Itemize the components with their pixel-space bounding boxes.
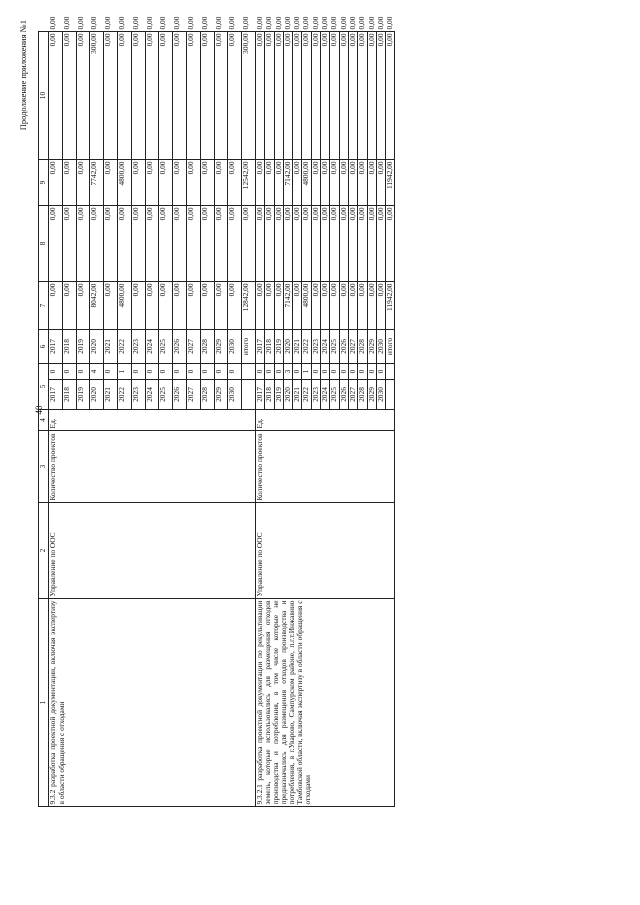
funding-col7: 0,00: [367, 205, 376, 281]
indicator-value: 0: [131, 363, 145, 379]
indicator-year: 2020: [90, 380, 104, 410]
table-row: итого 12842,00 0,00 12542,00 300,00 0,00: [242, 31, 256, 806]
funding-col7: 0,00: [283, 205, 292, 281]
table-row: 2030 0 2030 0,00 0,00 0,00 0,00 0,00: [376, 31, 385, 806]
table-row: 2022 1 2022 4800,00 0,00 4800,00 0,00 0,00: [117, 31, 131, 806]
funding-col8: 12542,00: [242, 159, 256, 205]
table-row: 2027 0 2027 0,00 0,00 0,00 0,00 0,00: [186, 31, 200, 806]
funding-year: 2027: [348, 329, 357, 363]
indicator-value: 0: [228, 363, 242, 379]
indicator-cell: Количество проектов: [255, 431, 394, 503]
funding-col8: 0,00: [145, 159, 159, 205]
funding-col7: 0,00: [330, 205, 339, 281]
table-row: 2026 0 2026 0,00 0,00 0,00 0,00 0,00: [339, 31, 348, 806]
funding-col9: 0,00: [76, 31, 90, 159]
funding-col8: 0,00: [376, 159, 385, 205]
unit-cell: Ед.: [49, 410, 256, 431]
funding-total: 0,00: [293, 281, 302, 329]
table-row: 2025 0 2025 0,00 0,00 0,00 0,00 0,00: [159, 31, 173, 806]
funding-col8: 4800,00: [117, 159, 131, 205]
indicator-year: 2018: [62, 380, 76, 410]
funding-col8: 0,00: [293, 159, 302, 205]
table-row: 2018 0 2018 0,00 0,00 0,00 0,00 0,00: [265, 31, 274, 806]
indicator-value: 0: [49, 363, 63, 379]
funding-col7: 0,00: [76, 205, 90, 281]
funding-col9: 0,00: [330, 31, 339, 159]
indicator-year: [242, 380, 256, 410]
indicator-value: 1: [117, 363, 131, 379]
funding-col9: 0,00: [159, 31, 173, 159]
funding-total: 0,00: [200, 281, 214, 329]
indicator-year: 2030: [376, 380, 385, 410]
table-row: 2024 0 2024 0,00 0,00 0,00 0,00 0,00: [321, 31, 330, 806]
table-row: 2020 4 2020 8042,00 0,00 7742,00 300,00 0,00: [90, 31, 104, 806]
funding-year: 2021: [293, 329, 302, 363]
funding-year: 2023: [311, 329, 320, 363]
funding-year: 2026: [173, 329, 187, 363]
funding-col7: 0,00: [339, 205, 348, 281]
funding-year: 2022: [117, 329, 131, 363]
funding-col9: 0,00: [302, 31, 311, 159]
funding-col9: 0,00: [339, 31, 348, 159]
funding-col8: 0,00: [104, 159, 118, 205]
table-row: 2020 3 2020 7142,00 0,00 7142,00 0,00 0,00: [283, 31, 292, 806]
funding-col9: 300,00: [242, 31, 256, 159]
funding-total: 0,00: [376, 281, 385, 329]
funding-total: 0,00: [49, 281, 63, 329]
funding-year: 2025: [330, 329, 339, 363]
funding-year: итого: [386, 329, 395, 363]
funding-year: 2026: [339, 329, 348, 363]
indicator-value: 0: [200, 363, 214, 379]
funding-col8: 0,00: [228, 159, 242, 205]
funding-col7: 0,00: [117, 205, 131, 281]
funding-col7: 0,00: [173, 205, 187, 281]
indicator-value: 0: [330, 363, 339, 379]
funding-total: 0,00: [265, 281, 274, 329]
funding-col9: 0,00: [358, 31, 367, 159]
funding-col7: 0,00: [159, 205, 173, 281]
indicator-year: 2027: [186, 380, 200, 410]
indicator-value: 0: [186, 363, 200, 379]
table-row: 2028 0 2028 0,00 0,00 0,00 0,00 0,00: [200, 31, 214, 806]
funding-col7: 0,00: [242, 205, 256, 281]
indicator-year: 2019: [76, 380, 90, 410]
funding-col7: 0,00: [302, 205, 311, 281]
funding-col8: 4800,00: [302, 159, 311, 205]
indicator-value: 0: [274, 363, 283, 379]
funding-col9: 0,00: [321, 31, 330, 159]
funding-total: 4800,00: [302, 281, 311, 329]
indicator-value: 0: [348, 363, 357, 379]
indicator-year: 2017: [255, 380, 264, 410]
funding-col8: 7742,00: [90, 159, 104, 205]
indicator-year: 2023: [131, 380, 145, 410]
table-row: 2018 0 2018 0,00 0,00 0,00 0,00 0,00: [62, 31, 76, 806]
funding-total: 0,00: [339, 281, 348, 329]
funding-col8: 0,00: [200, 159, 214, 205]
funding-total: 0,00: [330, 281, 339, 329]
indicator-value: 0: [214, 363, 228, 379]
funding-total: 0,00: [131, 281, 145, 329]
funding-col9: 0,00: [173, 31, 187, 159]
indicator-year: 2018: [265, 380, 274, 410]
funding-col7: 0,00: [376, 205, 385, 281]
funding-col7: 0,00: [274, 205, 283, 281]
funding-col9: 0,00: [348, 31, 357, 159]
funding-col8: 0,00: [274, 159, 283, 205]
table-row: 2025 0 2025 0,00 0,00 0,00 0,00 0,00: [330, 31, 339, 806]
funding-col8: 0,00: [76, 159, 90, 205]
funding-col8: 0,00: [311, 159, 320, 205]
funding-total: 0,00: [186, 281, 200, 329]
table-row: итого 11942,00 0,00 11942,00 0,00 0,00: [386, 31, 395, 806]
table-row: 2019 0 2019 0,00 0,00 0,00 0,00 0,00: [76, 31, 90, 806]
indicator-value: 0: [293, 363, 302, 379]
col-header-10: 10: [39, 31, 49, 159]
indicator-year: 2028: [200, 380, 214, 410]
funding-col7: 0,00: [131, 205, 145, 281]
table-row: 2023 0 2023 0,00 0,00 0,00 0,00 0,00: [311, 31, 320, 806]
indicator-year: 2021: [104, 380, 118, 410]
indicator-year: 2024: [321, 380, 330, 410]
table-row: 9.3.2.1 разработка проектной документации по рекультивации земель, которые использовались для размещения отходов производства и потребления, в том числе которые не предназначались для размещения отходов производства и потребления, в г.Уварово, Сампурском районе, п.г.т.Инжавино Тамбовской области, включая экспертизу в области обращения с отходами Управление по ООС Количество проектов Ед. 2017 0 2017 0,00 0,00 0,00 0,00 0,00: [255, 31, 264, 806]
funding-col8: 0,00: [358, 159, 367, 205]
table-row: 2026 0 2026 0,00 0,00 0,00 0,00 0,00: [173, 31, 187, 806]
funding-col8: 0,00: [173, 159, 187, 205]
indicator-value: 0: [145, 363, 159, 379]
indicator-value: 0: [367, 363, 376, 379]
funding-total: 0,00: [348, 281, 357, 329]
funding-year: 2018: [62, 329, 76, 363]
funding-total: 12842,00: [242, 281, 256, 329]
column-number-row: [39, 31, 49, 806]
funding-col9: 0,00: [145, 31, 159, 159]
col-header-1: 1: [39, 599, 49, 807]
indicator-year: 2024: [145, 380, 159, 410]
funding-total: 0,00: [159, 281, 173, 329]
funding-total: 11942,00: [386, 281, 395, 329]
funding-col8: 0,00: [348, 159, 357, 205]
table-row: 2023 0 2023 0,00 0,00 0,00 0,00 0,00: [131, 31, 145, 806]
funding-year: 2025: [159, 329, 173, 363]
funding-col9: 0,00: [274, 31, 283, 159]
funding-col8: 7142,00: [283, 159, 292, 205]
activity-name: 9.3.2 разработка проектной документации, включая экспертизу в области обращения с отходами: [49, 599, 256, 807]
funding-year: итого: [242, 329, 256, 363]
indicator-value: 3: [283, 363, 292, 379]
funding-col7: 0,00: [62, 205, 76, 281]
funding-col8: 0,00: [49, 159, 63, 205]
funding-col8: 0,00: [321, 159, 330, 205]
funding-total: 0,00: [255, 281, 264, 329]
indicator-value: 0: [339, 363, 348, 379]
executor-cell: Управление по ООС: [49, 503, 256, 599]
funding-col9: 0,00: [62, 31, 76, 159]
funding-total: 4800,00: [117, 281, 131, 329]
executor-cell: Управление по ООС: [255, 503, 394, 599]
indicator-year: 2023: [311, 380, 320, 410]
funding-col9: 0,00: [228, 31, 242, 159]
appendix-label: Продолжение приложения №1: [18, 20, 28, 131]
indicator-year: 2021: [293, 380, 302, 410]
col-header-2: 2: [39, 503, 49, 599]
funding-col8: 0,00: [62, 159, 76, 205]
indicator-value: 0: [358, 363, 367, 379]
col-header-3: 3: [39, 431, 49, 503]
unit-cell: Ед.: [255, 410, 394, 431]
funding-year: 2017: [49, 329, 63, 363]
indicator-value: 0: [255, 363, 264, 379]
funding-total: 0,00: [311, 281, 320, 329]
activity-name: 9.3.2.1 разработка проектной документации по рекультивации земель, которые использовались для размещения отходов производства и потребления, в том числе которые не предназначались для размещения отходов производства и потребления, в г.Уварово, Сампурском районе, п.г.т.Инжавино Тамбовской области, включая экспертизу в области обращения с отходами: [255, 599, 394, 807]
funding-col9: 0,00: [131, 31, 145, 159]
funding-col7: 0,00: [265, 205, 274, 281]
funding-total: 0,00: [214, 281, 228, 329]
funding-col9: 0,00: [311, 31, 320, 159]
funding-col9: 0,00: [283, 31, 292, 159]
funding-col8: 0,00: [339, 159, 348, 205]
funding-total: 7142,00: [283, 281, 292, 329]
funding-col8: 0,00: [265, 159, 274, 205]
funding-col7: 0,00: [358, 205, 367, 281]
funding-year: 2021: [104, 329, 118, 363]
table-row: 2030 0 2030 0,00 0,00 0,00 0,00 0,00: [228, 31, 242, 806]
funding-col7: 0,00: [255, 205, 264, 281]
indicator-year: 2026: [173, 380, 187, 410]
funding-total: 0,00: [104, 281, 118, 329]
funding-col8: 11942,00: [386, 159, 395, 205]
funding-total: 0,00: [274, 281, 283, 329]
col-header-6: 6: [39, 329, 49, 363]
funding-total: 0,00: [321, 281, 330, 329]
indicator-year: 2022: [302, 380, 311, 410]
indicator-year: [386, 380, 395, 410]
indicator-value: 0: [376, 363, 385, 379]
funding-col7: 0,00: [321, 205, 330, 281]
funding-total: 0,00: [228, 281, 242, 329]
funding-year: 2018: [265, 329, 274, 363]
funding-total: 0,00: [76, 281, 90, 329]
indicator-year: 2028: [358, 380, 367, 410]
funding-total: 0,00: [62, 281, 76, 329]
funding-col9: 300,00: [90, 31, 104, 159]
funding-total: 0,00: [367, 281, 376, 329]
indicator-value: 0: [311, 363, 320, 379]
funding-year: 2023: [131, 329, 145, 363]
funding-year: 2019: [76, 329, 90, 363]
indicator-value: [386, 363, 395, 379]
funding-col7: 0,00: [200, 205, 214, 281]
funding-col9: 0,00: [117, 31, 131, 159]
funding-col9: 0,00: [376, 31, 385, 159]
funding-year: 2019: [274, 329, 283, 363]
funding-col9: 0,00: [265, 31, 274, 159]
indicator-year: 2026: [339, 380, 348, 410]
funding-col7: 0,00: [311, 205, 320, 281]
indicator-value: 0: [265, 363, 274, 379]
table-body: [48, 16, 395, 806]
funding-year: 2030: [376, 329, 385, 363]
table-row: 2021 0 2021 0,00 0,00 0,00 0,00 0,00: [293, 31, 302, 806]
funding-year: 2024: [321, 329, 330, 363]
funding-col8: 0,00: [131, 159, 145, 205]
funding-col8: 0,00: [330, 159, 339, 205]
funding-year: 2029: [214, 329, 228, 363]
funding-col7: 0,00: [228, 205, 242, 281]
table-row: 9.3.2 разработка проектной документации, включая экспертизу в области обращения с отходами Управление по ООС Количество проектов Ед. 2017 0 2017 0,00 0,00 0,00 0,00 0,00: [49, 31, 63, 806]
indicator-value: 0: [76, 363, 90, 379]
indicator-year: 2022: [117, 380, 131, 410]
funding-total: 0,00: [145, 281, 159, 329]
indicator-value: 1: [302, 363, 311, 379]
indicator-year: 2020: [283, 380, 292, 410]
table-row: 2024 0 2024 0,00 0,00 0,00 0,00 0,00: [145, 31, 159, 806]
indicator-value: 0: [321, 363, 330, 379]
indicator-cell: Количество проектов: [49, 431, 256, 503]
table-row: 2019 0 2019 0,00 0,00 0,00 0,00 0,00: [274, 31, 283, 806]
funding-col9: 0,00: [386, 31, 395, 159]
table-row: 2029 0 2029 0,00 0,00 0,00 0,00 0,00: [367, 31, 376, 806]
funding-total: 8042,00: [90, 281, 104, 329]
funding-col9: 0,00: [214, 31, 228, 159]
funding-col7: 0,00: [386, 205, 395, 281]
funding-total: 0,00: [173, 281, 187, 329]
funding-col9: 0,00: [255, 31, 264, 159]
funding-year: 2027: [186, 329, 200, 363]
indicator-year: 2027: [348, 380, 357, 410]
funding-col8: 0,00: [159, 159, 173, 205]
funding-col9: 0,00: [49, 31, 63, 159]
indicator-value: [242, 363, 256, 379]
indicator-value: 0: [104, 363, 118, 379]
indicator-year: 2019: [274, 380, 283, 410]
funding-year: 2030: [228, 329, 242, 363]
funding-year: 2029: [367, 329, 376, 363]
funding-year: 2028: [200, 329, 214, 363]
program-table: [38, 16, 395, 807]
funding-col7: 0,00: [49, 205, 63, 281]
funding-col9: 0,00: [367, 31, 376, 159]
funding-col8: 0,00: [186, 159, 200, 205]
funding-col8: 0,00: [367, 159, 376, 205]
indicator-value: 4: [90, 363, 104, 379]
table-row: 2022 1 2022 4800,00 0,00 4800,00 0,00 0,00: [302, 31, 311, 806]
funding-total: 0,00: [358, 281, 367, 329]
funding-year: 2024: [145, 329, 159, 363]
indicator-year: 2029: [367, 380, 376, 410]
funding-col9: 0,00: [293, 31, 302, 159]
funding-col7: 0,00: [104, 205, 118, 281]
funding-year: 2017: [255, 329, 264, 363]
indicator-year: 2029: [214, 380, 228, 410]
col-header-4: 4: [39, 410, 49, 431]
col-header-5: 5: [39, 363, 49, 409]
funding-col7: 0,00: [293, 205, 302, 281]
col-header-9: 9: [39, 159, 49, 205]
page-number: 40: [34, 405, 44, 415]
indicator-value: 0: [62, 363, 76, 379]
funding-year: 2022: [302, 329, 311, 363]
table-row: 2021 0 2021 0,00 0,00 0,00 0,00 0,00: [104, 31, 118, 806]
indicator-year: 2017: [49, 380, 63, 410]
funding-col7: 0,00: [214, 205, 228, 281]
indicator-year: 2025: [330, 380, 339, 410]
funding-col9: 0,00: [104, 31, 118, 159]
indicator-year: 2030: [228, 380, 242, 410]
funding-col8: 0,00: [255, 159, 264, 205]
col-header-7: 7: [39, 281, 49, 329]
funding-col7: 0,00: [90, 205, 104, 281]
funding-col7: 0,00: [348, 205, 357, 281]
col-header-8: 8: [39, 205, 49, 281]
funding-year: 2020: [90, 329, 104, 363]
funding-col8: 0,00: [214, 159, 228, 205]
indicator-value: 0: [173, 363, 187, 379]
funding-col7: 0,00: [145, 205, 159, 281]
table-row: 2029 0 2029 0,00 0,00 0,00 0,00 0,00: [214, 31, 228, 806]
funding-year: 2020: [283, 329, 292, 363]
indicator-value: 0: [159, 363, 173, 379]
funding-col7: 0,00: [186, 205, 200, 281]
funding-year: 2028: [358, 329, 367, 363]
table-row: 2028 0 2028 0,00 0,00 0,00 0,00 0,00: [358, 31, 367, 806]
indicator-year: 2025: [159, 380, 173, 410]
funding-col9: 0,00: [186, 31, 200, 159]
table-row: 2027 0 2027 0,00 0,00 0,00 0,00 0,00: [348, 31, 357, 806]
funding-col9: 0,00: [200, 31, 214, 159]
